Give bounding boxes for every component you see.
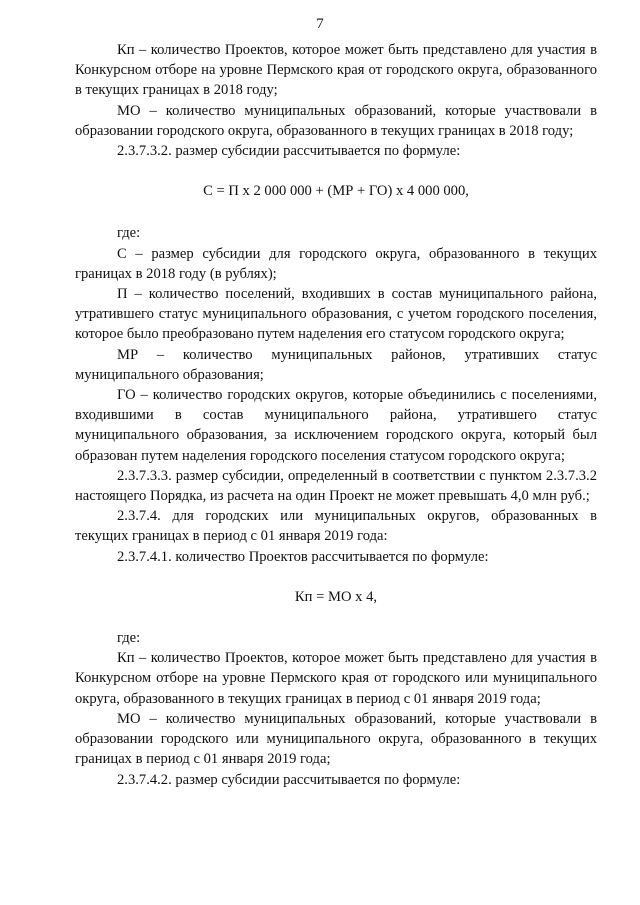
clause-2-3-7-4-2: 2.3.7.4.2. размер субсидии рассчитывается по формуле: [117, 771, 461, 788]
definition-mo: МО – количество муниципальных образований, которые участвовали в образовании городского округа, образованного в текущих границах в 2018 году; [75, 102, 597, 139]
clause-2-3-7-3-3: 2.3.7.3.3. размер субсидии, определенный в соответствии с пунктом 2.3.7.3.2 настоящего Порядка, из расчета на один Проект не может превышать 4,0 млн руб.; [75, 467, 597, 505]
clause-2-3-7-4: 2.3.7.4. для городских или муниципальных округов, образованных в текущих границах в период с 01 января 2019 года: [75, 508, 597, 545]
document-body [75, 40, 597, 790]
clause-2-3-7-3-2: 2.3.7.3.2. размер субсидии рассчитывается по формуле: [117, 143, 461, 160]
definition-go: ГО – количество городских округов, которые объединились с поселениями, входившими в состав муниципального района, утратившего статус муниципального образования, за исключением городского округа, который был образован путем наделения городского поселения статусом городского округа; [75, 387, 597, 464]
clause-2-3-7-4-1: 2.3.7.4.1. количество Проектов рассчитывается по формуле: [117, 548, 489, 565]
definition-mo-2: МО – количество муниципальных образований, которые участвовали в образовании городского или муниципального округа, образованного в текущих границах в период с 01 января 2019 года; [75, 710, 597, 768]
definition-c: С – размер субсидии для городского округа, образованного в текущих границах в 2018 году (в рублях); [75, 245, 597, 282]
where-label-2: где: [117, 630, 141, 647]
formula-subsidy: С = П х 2 000 000 + (МР + ГО) х 4 000 000, [203, 183, 469, 200]
definition-p: П – количество поселений, входивших в состав муниципального района, утратившего статус муниципального образования, с учетом городского поселения, которое было преобразовано путем наделения его статусом городского округа; [75, 286, 597, 343]
definition-kp-2: Кп – количество Проектов, которое может быть представлено для участия в Конкурсном отборе на уровне Пермского края от городского или муниципального округа, образованного в текущих границах в период с 01 января 2019 года; [75, 650, 597, 707]
formula-project-count: Кп = МО х 4, [294, 588, 378, 605]
page-number: 7 [316, 16, 324, 32]
where-label: где: [117, 225, 141, 242]
definition-kp: Кп – количество Проектов, которое может быть представлено для участия в Конкурсном отборе на уровне Пермского края от городского округа, образованного в текущих границах в 2018 году; [75, 42, 597, 99]
definition-mr: МР – количество муниципальных районов, утративших статус муниципального образования; [75, 346, 597, 383]
